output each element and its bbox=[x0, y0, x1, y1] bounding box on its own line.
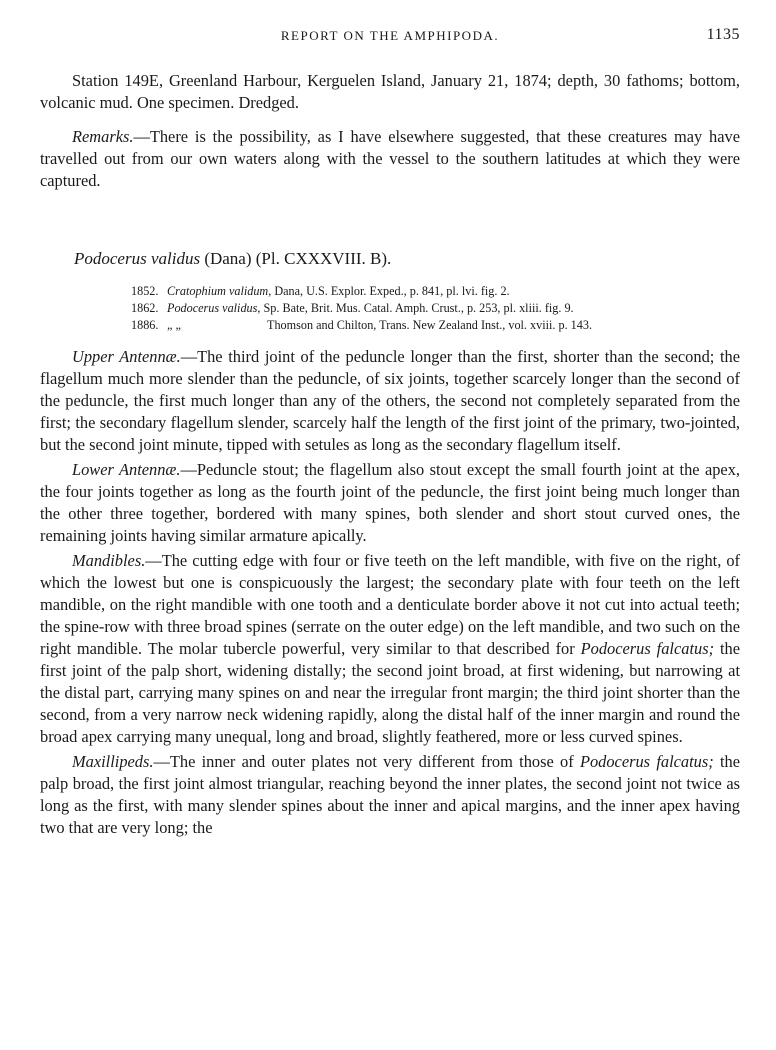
section-label: Lower Antennæ. bbox=[72, 460, 181, 479]
synonym-entry bbox=[131, 283, 731, 300]
section-text-continued: the first joint of the palp short, widening distally; the second joint broad, at first widening, but narrowing at the distal part, carrying many spines on and near the irregular front margin; the third joint shorter than the second, from a very narrow neck widening rapidly, along the distal half of the inner margin and round the broad apex carrying many unequal, long and broad, slightly feathered, more or less curved spines. bbox=[40, 639, 741, 746]
section-text: —The cutting edge with four or five teeth on the left mandible, with five on the right, of which the lowest but one is conspicuously the largest; the secondary plate with four teeth on the left mandible, on the right mandible with one tooth and a denticulate border above it not cut into actual teeth; the spine-row with three broad spines (serrate on the outer edge) on the left mandible, and two such on the right mandible. The molar tubercle powerful, very similar to that described for bbox=[40, 551, 740, 658]
upper-antennae-paragraph bbox=[40, 346, 740, 456]
species-rest: (Dana) (Pl. CXXXVIII. B). bbox=[200, 249, 392, 268]
section-text: —The third joint of the peduncle longer than the first, shorter than the second; the flagellum much more slender than the peduncle, of six joints, together scarcely longer than the second of the peduncle, the first much longer than any of the others, the second not completely separated from the first; the secondary flagellum slender, scarcely half the length of the first joint of the primary, two-jointed, but the second joint minute, tipped with setules as long as the secondary flagellum itself. bbox=[40, 347, 741, 454]
synonym-reference: Dana, U.S. Explor. Exped., p. 841, pl. lvi. fig. 2. bbox=[271, 284, 510, 298]
synonym-reference: Thomson and Chilton, Trans. New Zealand Inst., vol. xviii. p. 143. bbox=[267, 318, 592, 332]
synonym-ditto-marks: „ „ bbox=[167, 318, 181, 332]
synonym-name: Cratophium validum, bbox=[167, 284, 272, 298]
section-label: Upper Antennæ. bbox=[72, 347, 181, 366]
remarks-paragraph bbox=[40, 126, 740, 192]
synonym-name: Podocerus validus, bbox=[167, 301, 261, 315]
species-reference: Podocerus falcatus; bbox=[580, 639, 715, 658]
section-text-continued: the palp broad, the first joint almost triangular, reaching beyond the inner plates, the second joint not twice as long as the first, with many slender spines about the inner and apical margins, and the inner apex having two that are very long; the bbox=[40, 752, 741, 837]
synonym-year: 1886. bbox=[131, 318, 159, 332]
synonym-reference: Sp. Bate, Brit. Mus. Catal. Amph. Crust., p. 253, pl. xliii. fig. 9. bbox=[260, 301, 574, 315]
species-name: Podocerus validus bbox=[74, 249, 201, 268]
section-label: Maxillipeds. bbox=[72, 752, 154, 771]
species-heading bbox=[74, 249, 391, 269]
section-label: Mandibles. bbox=[72, 551, 146, 570]
synonym-year: 1862. bbox=[131, 301, 159, 315]
description-block bbox=[40, 346, 740, 839]
remarks-paragraph-block bbox=[40, 126, 740, 192]
synonym-entry bbox=[131, 300, 731, 317]
synonym-year: 1852. bbox=[131, 284, 159, 298]
remarks-text: —There is the possibility, as I have elsewhere suggested, that these creatures may have travelled out from our own waters along with the vessel to the southern latitudes at which they were captured. bbox=[40, 127, 740, 190]
station-paragraph-block bbox=[40, 70, 740, 114]
lower-antennae-paragraph bbox=[40, 459, 740, 547]
station-paragraph: Station 149E, Greenland Harbour, Kerguelen Island, January 21, 1874; depth, 30 fathoms; bottom, volcanic mud. One specimen. Dredged. bbox=[40, 71, 740, 112]
synonymy-list bbox=[131, 283, 731, 334]
remarks-label: Remarks. bbox=[72, 127, 134, 146]
running-header bbox=[40, 28, 740, 50]
mandibles-paragraph bbox=[40, 550, 740, 748]
page-number: 1135 bbox=[706, 26, 740, 43]
running-title: REPORT ON THE AMPHIPODA. bbox=[280, 28, 500, 43]
section-text: —The inner and outer plates not very different from those of bbox=[153, 752, 580, 771]
maxillipeds-paragraph bbox=[40, 751, 740, 839]
section-text: —Peduncle stout; the flagellum also stout except the small fourth joint at the apex, the four joints together as long as the fourth joint of the peduncle, the first joint being much longer than the other three together, bordered with many spines, both slender and short stout curved ones, the remaining joints having similar armature apically. bbox=[40, 460, 741, 545]
synonym-entry bbox=[131, 317, 731, 334]
species-reference: Podocerus falcatus; bbox=[579, 752, 714, 771]
